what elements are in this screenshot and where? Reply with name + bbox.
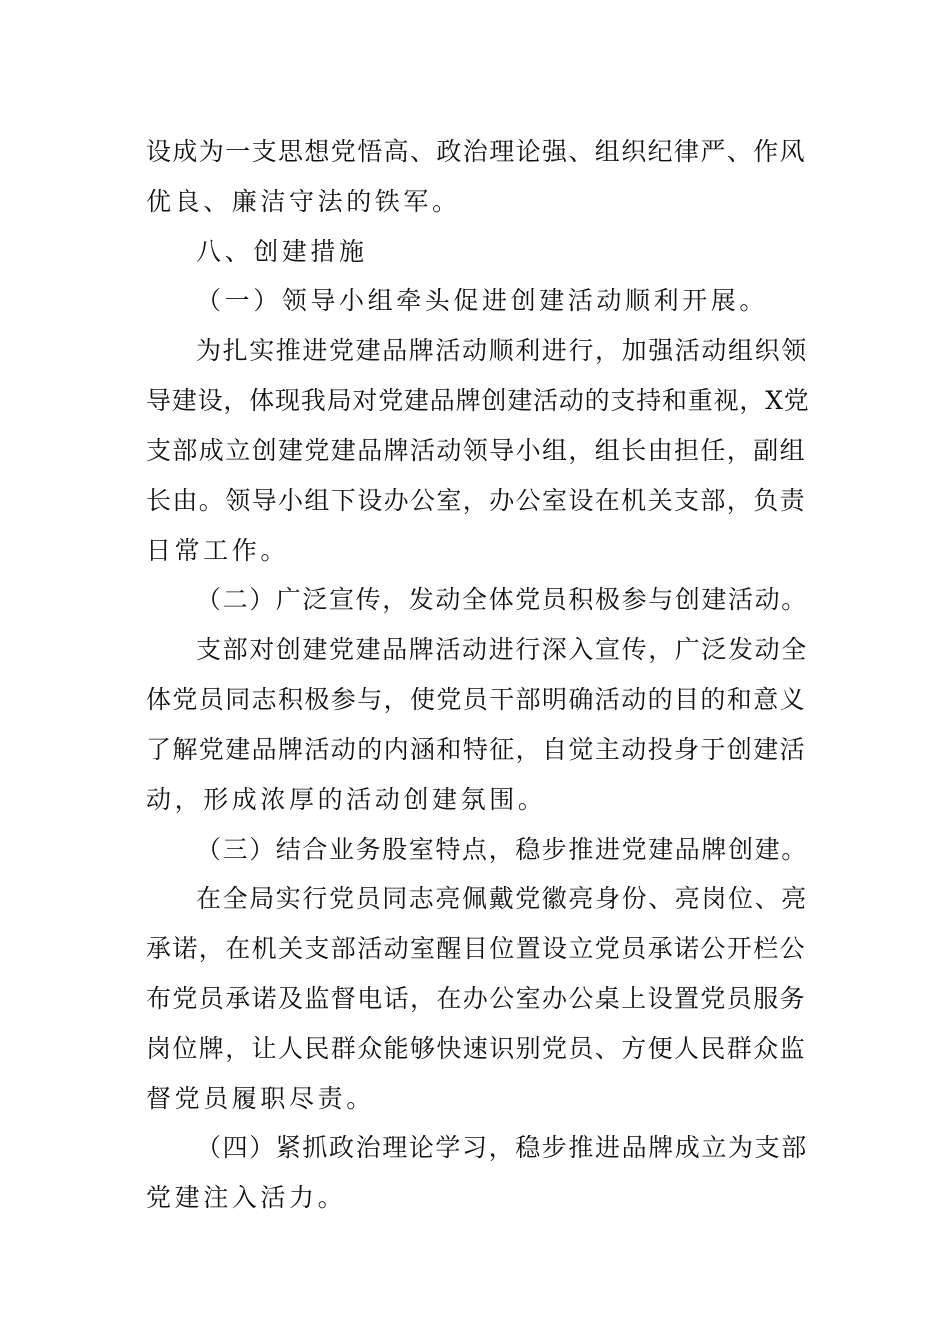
body-text-line: 长由。领导小组下设办公室，办公室设在机关支部，负责 (146, 486, 807, 515)
body-text-line: 党建注入活力。 (146, 1183, 347, 1212)
body-text-line: 承诺，在机关支部活动室醒目位置设立党员承诺公开栏公 (146, 934, 807, 963)
section-heading: 八、创建措施 (196, 237, 368, 266)
body-text-line: 设成为一支思想党悟高、政治理论强、组织纪律严、作风 (146, 137, 807, 166)
body-text-line: 布党员承诺及监督电话，在办公室办公桌上设置党员服务 (146, 984, 807, 1013)
subsection-heading: （二）广泛宣传，发动全体党员积极参与创建活动。 (196, 585, 808, 614)
subsection-heading: （三）结合业务股室特点，稳步推进党建品牌创建。 (196, 835, 808, 864)
body-text-line: 为扎实推进党建品牌活动顺利进行，加强活动组织领 (196, 336, 808, 365)
body-text-line: 支部对创建党建品牌活动进行深入宣传，广泛发动全 (196, 635, 808, 664)
body-text-line: 动，形成浓厚的活动创建氛围。 (146, 785, 547, 814)
subsection-heading: （一）领导小组牵头促进创建活动顺利开展。 (196, 286, 769, 315)
subsection-heading: （四）紧抓政治理论学习，稳步推进品牌成立为支部 (196, 1133, 808, 1162)
body-text-line: 导建设，体现我局对党建品牌创建活动的支持和重视，X党 (146, 386, 810, 415)
body-text-line: 了解党建品牌活动的内涵和特征，自觉主动投身于创建活 (146, 735, 807, 764)
body-text-line: 体党员同志积极参与，使党员干部明确活动的目的和意义 (146, 685, 807, 714)
body-text-line: 优良、廉洁守法的铁军。 (146, 187, 461, 216)
body-text-line: 支部成立创建党建品牌活动领导小组，组长由担任，副组 (146, 436, 807, 465)
body-text-line: 日常工作。 (146, 536, 290, 565)
body-text-line: 岗位牌，让人民群众能够快速识别党员、方便人民群众监 (146, 1034, 807, 1063)
body-text-line: 在全局实行党员同志亮佩戴党徽亮身份、亮岗位、亮 (196, 884, 808, 913)
body-text-line: 督党员履职尽责。 (146, 1084, 375, 1113)
